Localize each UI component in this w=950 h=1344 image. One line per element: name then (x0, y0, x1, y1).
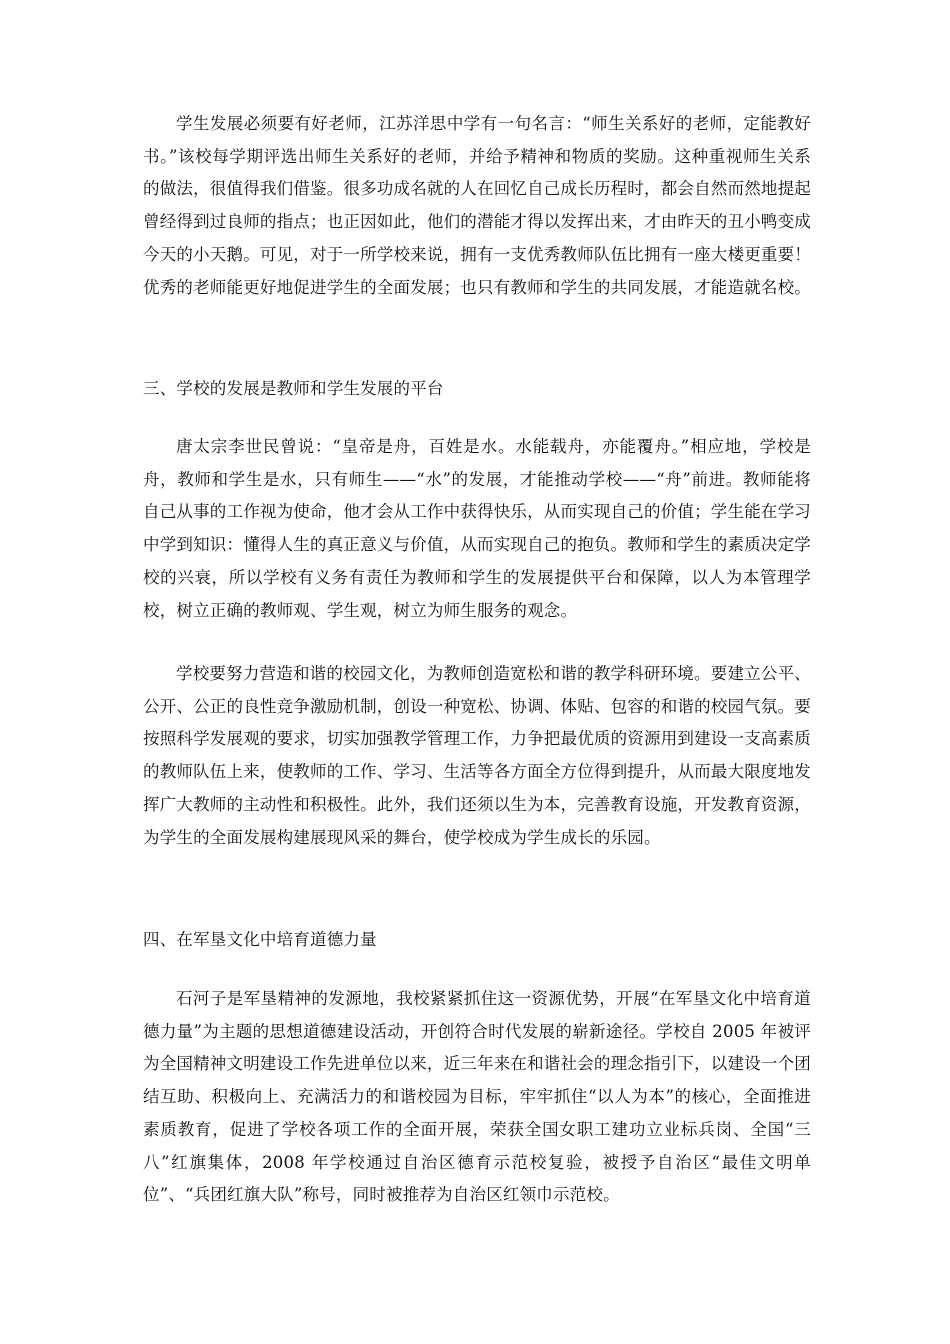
body-paragraph: 学校要努力营造和谐的校园文化，为教师创造宽松和谐的教学科研环境。要建立公平、公开、公正的良性竞争激励机制，创设一种宽松、协调、体贴、包容的和谐的校园气氛。要按照科学发展观的要求，切实加强教学管理工作，力争把最优质的资源用到建设一支高素质的教师队伍上来，使教师的工作、学习、生活等各方面全方位得到提升，从而最大限度地发挥广大教师的主动性和积极性。此外，我们还须以生为本，完善教育设施，开发教育资源，为学生的全面发展构建展现风采的舞台，使学校成为学生成长的乐园。 (143, 664, 811, 847)
body-paragraph: 石河子是军垦精神的发源地，我校紧紧抓住这一资源优势，开展“在军垦文化中培育道德力量”为主题的思想道德建设活动，开创符合时代发展的崭新途径。学校自 2005 年被评为全国精神文明建设工作先进单位以来，近三年来在和谐社会的理念指引下，以建设一个团结互助、积极向上、充满活力的和谐校园为目标，牢牢抓住“以人为本”的核心，全面推进素质教育，促进了学校各项工作的全面开展，荣获全国女职工建功立业标兵岗、全国“三八”红旗集体，2008 年学校通过自治区德育示范校复验，被授予自治区“最佳文明单位”、“兵团红旗大队”称号，同时被推荐为自治区红领巾示范校。 (143, 989, 811, 1205)
section-heading: 四、在军垦文化中培育道德力量 (143, 930, 377, 949)
body-paragraph: 唐太宗李世民曾说：“皇帝是舟，百姓是水。水能载舟，亦能覆舟。”相应地，学校是舟，教师和学生是水，只有师生——“水”的发展，才能推动学校——“舟”前进。教师能将自己从事的工作视为使命，他才会从工作中获得快乐，从而实现自己的价值；学生能在学习中学到知识：懂得人生的真正意义与价值，从而实现自己的抱负。教师和学生的素质决定学校的兴衰，所以学校有义务有责任为教师和学生的发展提供平台和保障，以人为本管理学校，树立正确的教师观、学生观，树立为师生服务的观念。 (143, 437, 811, 620)
body-paragraph: 学生发展必须要有好老师，江苏洋思中学有一句名言：“师生关系好的老师，定能教好书。”该校每学期评选出师生关系好的老师，并给予精神和物质的奖励。这种重视师生关系的做法，很值得我们借鉴。很多功成名就的人在回忆自己成长历程时，都会自然而然地提起曾经得到过良师的指点；也正因如此，他们的潜能才得以发挥出来，才由昨天的丑小鸭变成今天的小天鹅。可见，对于一所学校来说，拥有一支优秀教师队伍比拥有一座大楼更重要！优秀的老师能更好地促进学生的全面发展；也只有教师和学生的共同发展，才能造就名校。 (143, 114, 811, 297)
section-heading: 三、学校的发展是教师和学生发展的平台 (143, 379, 444, 398)
